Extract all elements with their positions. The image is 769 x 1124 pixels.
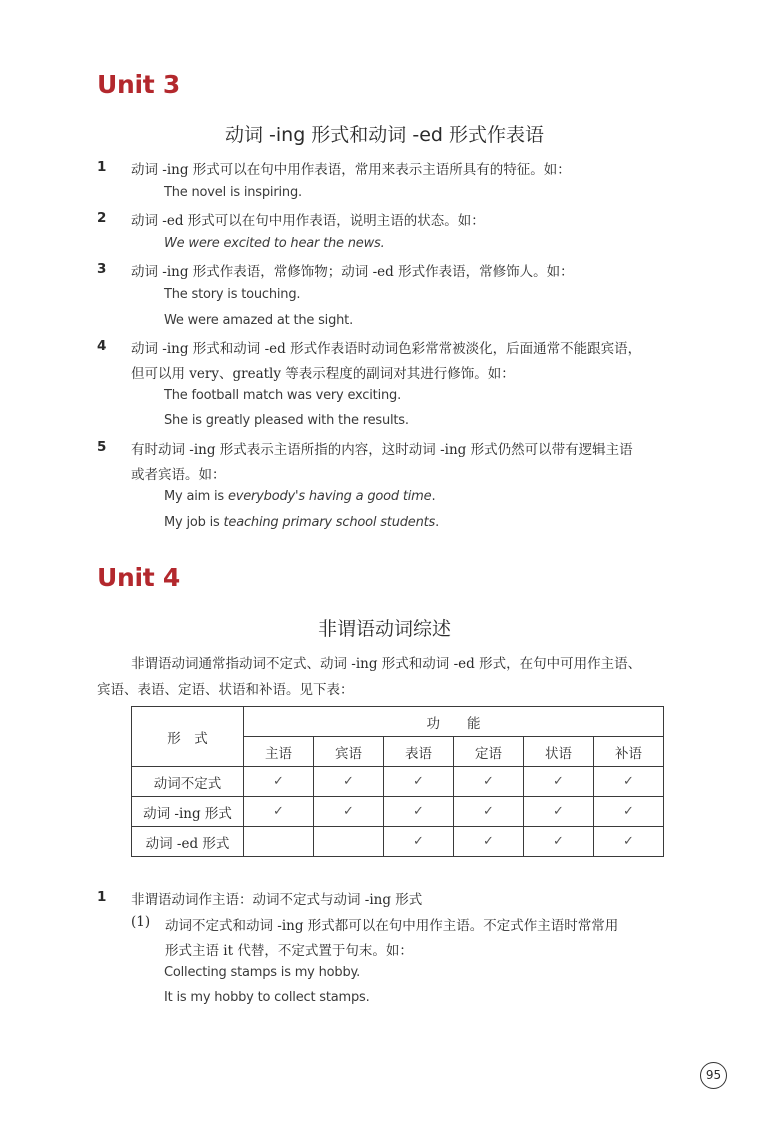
example-text: We were excited to hear the news. — [164, 236, 385, 251]
unit-3-heading: Unit 3 — [97, 70, 180, 99]
form-header: 形 式 — [132, 707, 244, 767]
intro-text: 宾语、表语、定语、状语和补语。见下表： — [97, 682, 354, 698]
check-icon: ✓ — [454, 797, 524, 827]
intro-text: 非谓语动词通常指动词不定式、动词 -ing 形式和动词 -ed 形式，在句中可用作主语、 — [131, 656, 642, 672]
column-header: 状语 — [524, 737, 594, 767]
check-icon: ✓ — [314, 797, 384, 827]
check-icon: ✓ — [454, 827, 524, 857]
unit-4-title: 非谓语动词综述 — [317, 618, 451, 640]
column-header: 定语 — [454, 737, 524, 767]
check-icon: ✓ — [524, 827, 594, 857]
table-row — [132, 767, 664, 797]
unit-3-title: 动词 -ing 形式和动词 -ed 形式作表语 — [224, 124, 544, 146]
example-text: My job is — [164, 515, 224, 530]
check-icon: ✓ — [524, 797, 594, 827]
column-header: 表语 — [384, 737, 454, 767]
check-icon: ✓ — [594, 827, 664, 857]
item-text: 动词 -ing 形式和动词 -ed 形式作表语时动词色彩常常被淡化，后面通常不能跟宾语， — [131, 341, 642, 357]
check-icon: ✓ — [244, 797, 314, 827]
sub-text: 动词不定式和动词 -ing 形式都可以在句中用作主语。不定式作主语时常常用 — [165, 918, 619, 934]
unit-4-heading: Unit 4 — [97, 563, 180, 592]
check-icon: ✓ — [384, 767, 454, 797]
empty-cell — [244, 827, 314, 857]
check-icon: ✓ — [244, 767, 314, 797]
sub-number: (1) — [131, 914, 151, 930]
example-sentence: She is greatly pleased with the results. — [164, 413, 409, 428]
example-sentence — [164, 236, 385, 251]
function-header: 功 能 — [244, 707, 664, 737]
table-row — [132, 797, 664, 827]
example-sentence: Collecting stamps is my hobby. — [164, 965, 361, 980]
column-header: 补语 — [594, 737, 664, 767]
point-title: 非谓语动词作主语：动词不定式与动词 -ing 形式 — [131, 892, 423, 908]
item-number: 2 — [97, 210, 107, 226]
item-text: 有时动词 -ing 形式表示主语所指的内容，这时动词 -ing 形式仍然可以带有逻辑主语 — [131, 442, 633, 458]
check-icon: ✓ — [384, 797, 454, 827]
nonfinite-verbs-table — [131, 706, 664, 857]
table-row — [132, 827, 664, 857]
check-icon: ✓ — [454, 767, 524, 797]
check-icon: ✓ — [594, 767, 664, 797]
item-text: 但可以用 very、greatly 等表示程度的副词对其进行修饰。如： — [131, 366, 515, 382]
page-number: 95 — [700, 1062, 727, 1089]
example-sentence: It is my hobby to collect stamps. — [164, 990, 370, 1005]
example-italic-text: everybody's having a good time — [227, 489, 432, 504]
item-number: 4 — [97, 338, 107, 354]
example-text: . — [431, 489, 436, 504]
item-text: 动词 -ing 形式作表语，常修饰物；动词 -ed 形式作表语，常修饰人。如： — [131, 264, 574, 280]
item-number: 1 — [97, 159, 107, 175]
example-sentence: The novel is inspiring. — [164, 185, 302, 200]
example-text: . — [435, 515, 440, 530]
example-sentence — [164, 489, 435, 504]
item-number: 1 — [97, 889, 107, 905]
column-header: 主语 — [244, 737, 314, 767]
row-form: 动词 -ing 形式 — [132, 797, 244, 827]
item-text: 或者宾语。如： — [131, 467, 226, 483]
check-icon: ✓ — [594, 797, 664, 827]
row-form: 动词 -ed 形式 — [132, 827, 244, 857]
column-header: 宾语 — [314, 737, 384, 767]
item-number: 5 — [97, 439, 107, 455]
example-sentence — [164, 515, 439, 530]
example-sentence: The football match was very exciting. — [164, 388, 402, 403]
example-italic-text: teaching primary school students — [223, 515, 436, 530]
row-form: 动词不定式 — [132, 767, 244, 797]
check-icon: ✓ — [314, 767, 384, 797]
example-text: My aim is — [164, 489, 228, 504]
check-icon: ✓ — [524, 767, 594, 797]
item-text: 动词 -ing 形式可以在句中用作表语，常用来表示主语所具有的特征。如： — [131, 162, 571, 178]
item-text: 动词 -ed 形式可以在句中用作表语，说明主语的状态。如： — [131, 213, 485, 229]
check-icon: ✓ — [384, 827, 454, 857]
sub-text: 形式主语 it 代替，不定式置于句末。如： — [165, 943, 413, 959]
example-sentence: The story is touching. — [164, 287, 301, 302]
empty-cell — [314, 827, 384, 857]
item-number: 3 — [97, 261, 107, 277]
example-sentence: We were amazed at the sight. — [164, 313, 354, 328]
